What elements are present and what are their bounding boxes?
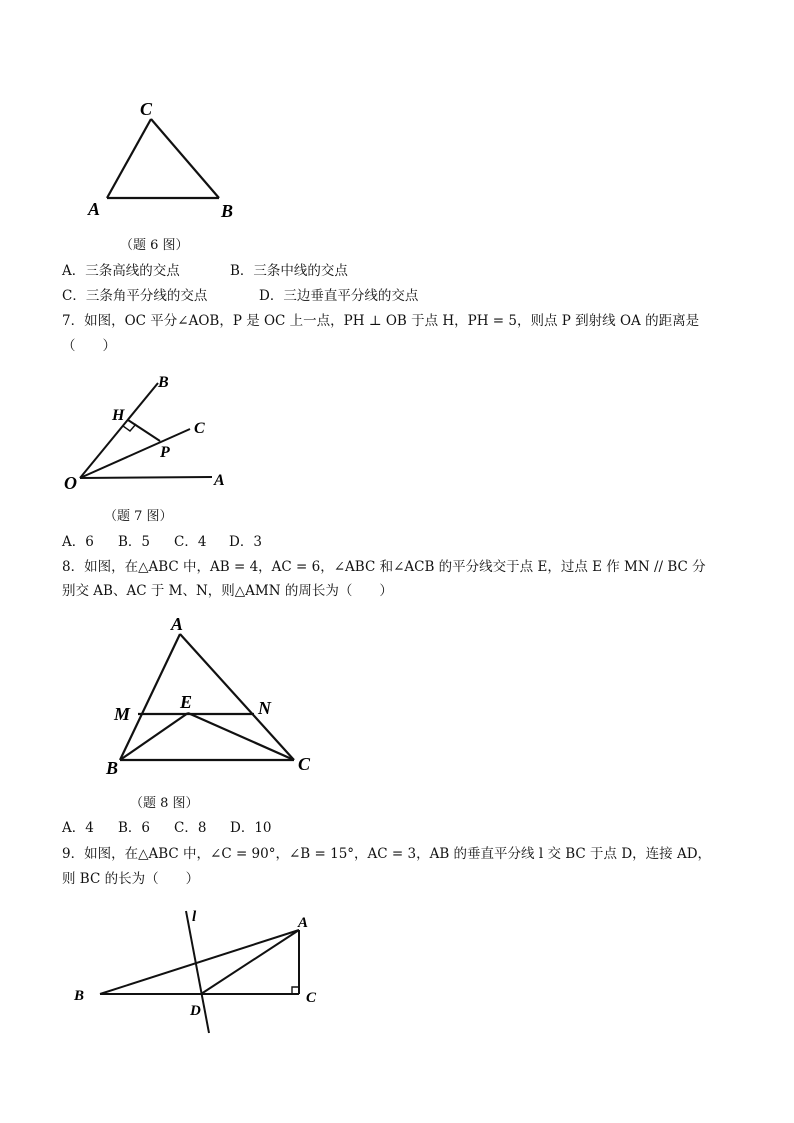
q7-option-b[interactable]: B．5 bbox=[118, 534, 151, 550]
q8-option-c[interactable]: C．8 bbox=[174, 820, 207, 836]
segment-ad bbox=[201, 930, 299, 994]
label-c: C bbox=[298, 754, 311, 774]
label-a: A bbox=[298, 915, 309, 931]
q6-options-row1 bbox=[62, 262, 348, 280]
label-e: E bbox=[180, 692, 193, 712]
right-angle-mark bbox=[292, 987, 299, 994]
q7-question-line1: 7．如图，OC 平分∠AOB，P 是 OC 上一点，PH ⊥ OB 于点 H，PH = 5，则点 P 到射线 OA 的距离是 bbox=[62, 313, 700, 329]
q8-question-line2: 别交 AB、AC 于 M、N，则△AMN 的周长为（ ） bbox=[62, 583, 393, 599]
q6-option-d[interactable]: D．三边垂直平分线的交点 bbox=[259, 288, 419, 304]
q8-question-line1: 8．如图，在△ABC 中，AB = 4，AC = 6，∠ABC 和∠ACB 的平分线交于点 E，过点 E 作 MN // BC 分 bbox=[62, 559, 706, 575]
q8-caption: （题 8 图） bbox=[130, 796, 199, 811]
side-ac bbox=[180, 634, 294, 760]
q9-question-line2: 则 BC 的长为（ ） bbox=[62, 871, 200, 887]
q8-options bbox=[62, 819, 272, 837]
q6-option-c[interactable]: C．三条角平分线的交点 bbox=[62, 288, 208, 304]
q7-option-c[interactable]: C．4 bbox=[174, 534, 207, 550]
label-m: M bbox=[114, 704, 131, 724]
label-a: A bbox=[171, 614, 184, 634]
q8-figure bbox=[108, 610, 330, 785]
q7-option-a[interactable]: A．6 bbox=[62, 534, 94, 550]
label-p: P bbox=[160, 444, 170, 461]
label-a: A bbox=[214, 472, 225, 489]
q7-options bbox=[62, 533, 262, 551]
q6-caption: （题 6 图） bbox=[120, 238, 189, 253]
label-b: B bbox=[221, 201, 234, 221]
label-l: l bbox=[192, 909, 197, 925]
label-b: B bbox=[106, 758, 119, 778]
q8-option-a[interactable]: A．4 bbox=[62, 820, 94, 836]
ray-oc bbox=[80, 429, 190, 478]
label-o: O bbox=[64, 473, 77, 493]
q7-option-d[interactable]: D．3 bbox=[229, 534, 262, 550]
label-h: H bbox=[112, 407, 125, 424]
segment-ph bbox=[128, 420, 160, 441]
q9-question-line1: 9．如图，在△ABC 中，∠C = 90°，∠B = 15°，AC = 3，AB 的垂直平分线 l 交 BC 于点 D，连接 AD， bbox=[62, 846, 712, 862]
label-n: N bbox=[258, 698, 271, 718]
q6-options-row2 bbox=[62, 287, 418, 305]
q7-figure bbox=[60, 365, 240, 500]
q6-option-b[interactable]: B．三条中线的交点 bbox=[230, 263, 348, 279]
q9-figure bbox=[70, 905, 330, 1035]
q7-question-line2: （ ） bbox=[62, 338, 116, 354]
label-c: C bbox=[140, 99, 153, 119]
ray-ob bbox=[80, 383, 158, 478]
side-ab bbox=[120, 634, 180, 760]
q8-option-b[interactable]: B．6 bbox=[118, 820, 151, 836]
label-b: B bbox=[158, 374, 169, 391]
label-c: C bbox=[306, 990, 317, 1006]
q7-caption: （题 7 图） bbox=[104, 509, 173, 524]
segment-ec bbox=[188, 713, 294, 760]
label-c: C bbox=[194, 420, 205, 437]
q8-option-d[interactable]: D．10 bbox=[230, 820, 272, 836]
label-b: B bbox=[74, 988, 85, 1004]
ray-oa bbox=[80, 477, 212, 478]
label-a: A bbox=[88, 199, 101, 219]
triangle-abc bbox=[107, 119, 219, 198]
q6-figure bbox=[80, 95, 250, 225]
q6-option-a[interactable]: A．三条高线的交点 bbox=[62, 263, 180, 279]
label-d: D bbox=[190, 1003, 201, 1019]
